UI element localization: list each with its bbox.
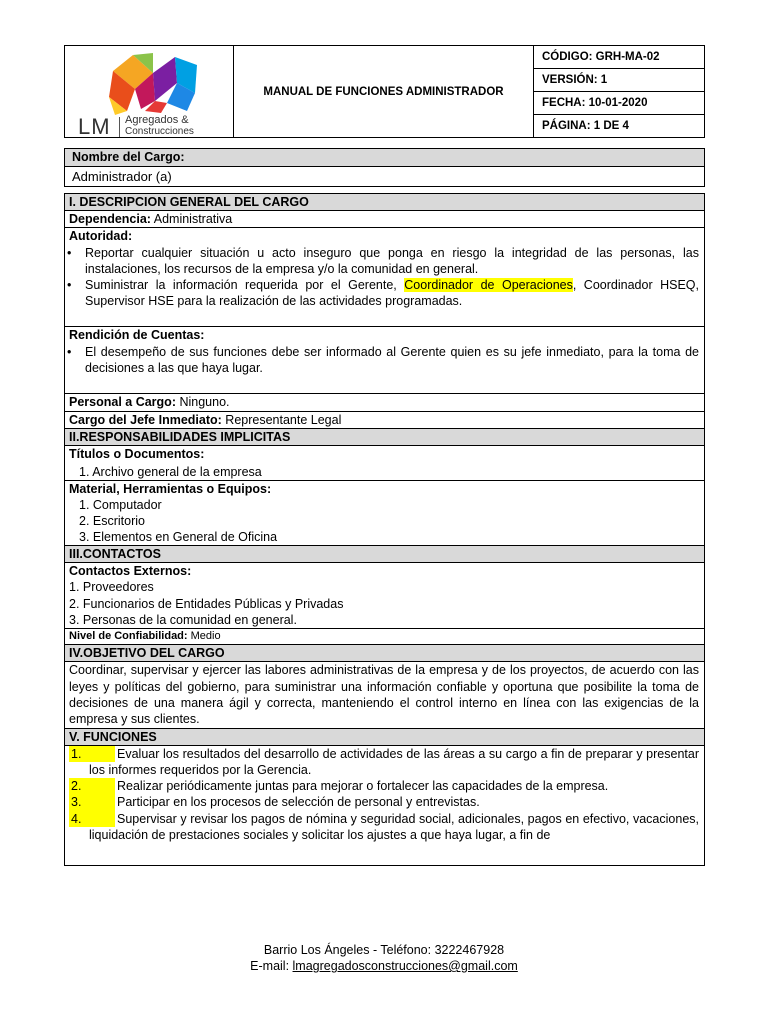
objetivo-text: Coordinar, supervisar y ejercer las labores administrativas de la empresa y de los proyectos, de acuerdo con las leyes y políticas del gobierno, para suministrar una información confiable y oportuna que posibilite la toma de decisiones de una manera ágil y correcta, manteniendo el control interno en línea con las exigencias de la empresa y sus clientes. bbox=[65, 662, 704, 728]
cargo-label: Nombre del Cargo: bbox=[64, 148, 705, 167]
section-3-title: III.CONTACTOS bbox=[65, 546, 704, 563]
material-block bbox=[65, 481, 704, 546]
autoridad-2-part-a: Suministrar la información requerida por el Gerente, bbox=[85, 278, 405, 293]
funcion-number: 3. bbox=[69, 794, 115, 810]
document-meta bbox=[534, 46, 704, 137]
externo-item-1: 1. Proveedores bbox=[69, 580, 154, 595]
material-item-2: 2. Escritorio bbox=[79, 514, 145, 529]
document-body bbox=[64, 193, 705, 866]
cargo-box bbox=[64, 148, 705, 187]
funcion-number: 1. bbox=[69, 746, 115, 762]
externo-item-3: 3. Personas de la comunidad en general. bbox=[69, 613, 297, 628]
pagina: PÁGINA: 1 DE 4 bbox=[542, 120, 629, 132]
material-item-1: 1. Computador bbox=[79, 498, 162, 513]
externos-label: Contactos Externos: bbox=[69, 564, 192, 579]
company-logo bbox=[65, 46, 234, 137]
funcion-number: 2. bbox=[69, 778, 115, 794]
titulos-item-1: 1. Archivo general de la empresa bbox=[79, 465, 262, 480]
externo-item-2: 2. Funcionarios de Entidades Públicas y Privadas bbox=[69, 596, 344, 611]
jefe-row bbox=[65, 412, 704, 429]
page-footer bbox=[0, 942, 768, 974]
contactos-block bbox=[65, 563, 704, 629]
dependencia-value: Administrativa bbox=[150, 212, 233, 226]
logo-mark-icon bbox=[105, 53, 205, 115]
logo-text-sub2: Construcciones bbox=[125, 126, 194, 137]
funcion-item bbox=[65, 811, 704, 844]
personal-row bbox=[65, 394, 704, 411]
dependencia-row bbox=[65, 211, 704, 228]
footer-email-label: E-mail: bbox=[250, 959, 293, 973]
rendicion-item-1: • El desempeño de sus funciones debe ser informado al Gerente quien es su jefe inmediato, para la toma de decisiones a las que haya lugar. bbox=[65, 344, 704, 377]
jefe-value: Representante Legal bbox=[221, 412, 342, 427]
personal-value: Ninguno. bbox=[175, 395, 230, 410]
titulos-label: Títulos o Documentos: bbox=[69, 446, 205, 461]
confiabilidad-label: Nivel de Confiabilidad: bbox=[69, 630, 188, 643]
dependencia-label: Dependencia: bbox=[69, 212, 151, 226]
funcion-text: Realizar periódicamente juntas para mejorar o fortalecer las capacidades de la empresa. bbox=[117, 779, 609, 794]
autoridad-label: Autoridad: bbox=[69, 229, 133, 244]
logo-divider bbox=[119, 117, 120, 137]
version: VERSIÓN: 1 bbox=[534, 69, 704, 92]
document-title: MANUAL DE FUNCIONES ADMINISTRADOR bbox=[234, 46, 534, 137]
footer-email-link[interactable]: lmagregadosconstrucciones@gmail.com bbox=[292, 959, 518, 973]
material-item-3: 3. Elementos en General de Oficina bbox=[79, 530, 278, 545]
jefe-label: Cargo del Jefe Inmediato: bbox=[69, 412, 222, 427]
funcion-number: 4. bbox=[69, 811, 115, 827]
cargo-value: Administrador (a) bbox=[64, 167, 705, 187]
footer-email-line bbox=[0, 958, 768, 974]
personal-label: Personal a Cargo: bbox=[69, 395, 176, 410]
titulos-block bbox=[65, 446, 704, 481]
autoridad-2-highlight: Coordinador de Operaciones bbox=[404, 278, 573, 293]
funciones-list bbox=[65, 746, 704, 844]
rendicion-label: Rendición de Cuentas: bbox=[69, 328, 205, 343]
funcion-item bbox=[65, 778, 704, 794]
section-1-title: I. DESCRIPCION GENERAL DEL CARGO bbox=[65, 194, 704, 211]
funcion-text: Evaluar los resultados del desarrollo de actividades de las áreas a su cargo a fin de preparar y presentar los informes requeridos por la Gerencia. bbox=[89, 746, 699, 777]
autoridad-block bbox=[65, 228, 704, 327]
footer-address: Barrio Los Ángeles - Teléfono: 3222467928 bbox=[263, 943, 505, 957]
logo-text-sub1: Agregados & bbox=[125, 114, 189, 126]
logo-text-main: LM bbox=[78, 114, 111, 139]
autoridad-item-2 bbox=[65, 277, 704, 310]
codigo: CÓDIGO: GRH-MA-02 bbox=[534, 46, 704, 69]
funcion-item bbox=[65, 746, 704, 779]
section-2-title: II.RESPONSABILIDADES IMPLICITAS bbox=[65, 429, 704, 446]
funcion-text: Participar en los procesos de selección de personal y entrevistas. bbox=[117, 795, 480, 810]
section-4-title: IV.OBJETIVO DEL CARGO bbox=[65, 645, 704, 662]
funcion-item bbox=[65, 794, 704, 810]
autoridad-item-1: • Reportar cualquier situación u acto inseguro que ponga en riesgo la integridad de las personas, las instalaciones, los recursos de la empresa y/o la comunidad en general. bbox=[65, 245, 704, 278]
fecha: FECHA: 10-01-2020 bbox=[534, 92, 704, 115]
rendicion-block bbox=[65, 327, 704, 394]
confiabilidad-row bbox=[65, 629, 704, 645]
autoridad-2-part-c: , Coordinador HSEQ, Supervisor HSE para la realización de las actividades programadas. bbox=[85, 278, 699, 309]
confiabilidad-value: Medio bbox=[187, 630, 221, 643]
document-header bbox=[64, 45, 705, 138]
material-label: Material, Herramientas o Equipos: bbox=[69, 481, 272, 496]
section-5-title: V. FUNCIONES bbox=[65, 729, 704, 746]
funcion-text: Supervisar y revisar los pagos de nómina y seguridad social, adicionales, pagos en efectivo, vacaciones, liquidación de prestaciones sociales y solicitar los ajustes a que haya lugar, a fin de bbox=[89, 811, 699, 843]
